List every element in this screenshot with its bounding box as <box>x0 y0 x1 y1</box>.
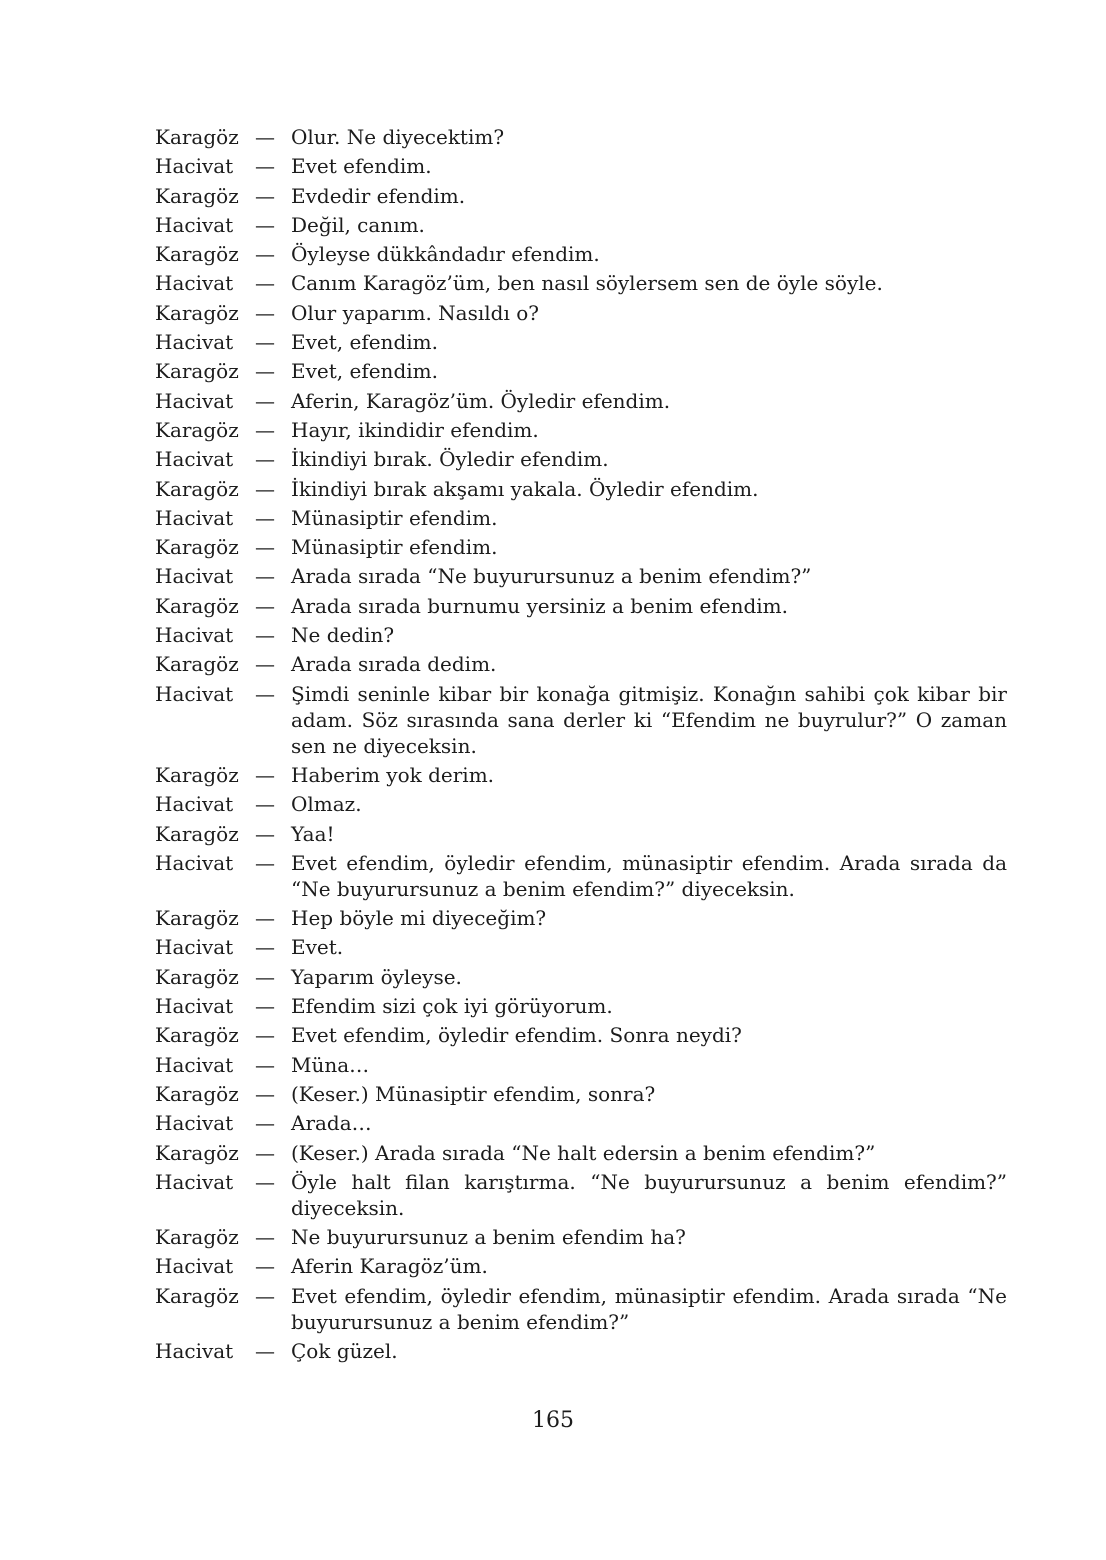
dialogue-dash: — <box>255 535 275 560</box>
dialogue-dash: — <box>255 1140 275 1165</box>
dialogue-list <box>155 124 1007 1367</box>
dialogue-line <box>155 563 1007 589</box>
dialogue-dash: — <box>255 1169 275 1194</box>
dialogue-line <box>155 358 1007 384</box>
dialogue-line <box>155 850 1007 902</box>
dialogue-dash: — <box>255 850 275 875</box>
speaker-name: Hacivat <box>155 1169 234 1194</box>
speaker-name: Hacivat <box>155 388 234 413</box>
dialogue-text: Öyleyse dükkândadır efendim. <box>291 242 600 267</box>
dialogue-line <box>155 241 1007 267</box>
dialogue-text: Olur yaparım. Nasıldı o? <box>291 300 539 325</box>
speaker-name: Hacivat <box>155 505 234 530</box>
dialogue-dash: — <box>255 300 275 325</box>
dialogue-text: Yaa! <box>291 821 335 846</box>
dialogue-text: Arada sırada burnumu yersiniz a benim efendim. <box>291 593 788 618</box>
speaker-name: Hacivat <box>155 271 234 296</box>
dialogue-line <box>155 300 1007 326</box>
speaker-name: Hacivat <box>155 1338 234 1363</box>
dialogue-dash: — <box>255 792 275 817</box>
dialogue-line <box>155 212 1007 238</box>
speaker-name: Hacivat <box>155 994 234 1019</box>
dialogue-line <box>155 1224 1007 1250</box>
speaker-name: Karagöz <box>155 1081 239 1106</box>
dialogue-dash: — <box>255 476 275 501</box>
dialogue-dash: — <box>255 906 275 931</box>
dialogue-text: Şimdi seninle kibar bir konağa gitmişiz. Konağın sahibi çok kibar bir adam. Söz sırasında sana derler ki “Efendim ne buyrulur?” O zaman sen ne diyeceksin. <box>291 681 1007 758</box>
dialogue-dash: — <box>255 212 275 237</box>
dialogue-line <box>155 417 1007 443</box>
dialogue-text: Arada sırada dedim. <box>291 652 497 677</box>
dialogue-text: Değil, canım. <box>291 212 425 237</box>
dialogue-line <box>155 183 1007 209</box>
speaker-name: Hacivat <box>155 935 234 960</box>
dialogue-text: Evet efendim. <box>291 154 432 179</box>
dialogue-text: Hep böyle mi diyeceğim? <box>291 906 547 931</box>
dialogue-dash: — <box>255 652 275 677</box>
dialogue-dash: — <box>255 623 275 648</box>
dialogue-dash: — <box>255 1225 275 1250</box>
dialogue-line <box>155 1283 1007 1335</box>
speaker-name: Hacivat <box>155 1111 234 1136</box>
speaker-name: Karagöz <box>155 417 239 442</box>
dialogue-text: İkindiyi bırak. Öyledir efendim. <box>291 447 609 472</box>
dialogue-line <box>155 622 1007 648</box>
dialogue-dash: — <box>255 505 275 530</box>
dialogue-line <box>155 964 1007 990</box>
dialogue-text: Hayır, ikindidir efendim. <box>291 417 539 442</box>
dialogue-dash: — <box>255 821 275 846</box>
dialogue-text: Olur. Ne diyecektim? <box>291 125 505 149</box>
speaker-name: Hacivat <box>155 1254 234 1279</box>
dialogue-text: Evet, efendim. <box>291 330 438 355</box>
dialogue-text: Evet, efendim. <box>291 359 438 384</box>
dialogue-line <box>155 762 1007 788</box>
speaker-name: Hacivat <box>155 1052 234 1077</box>
dialogue-dash: — <box>255 1338 275 1363</box>
dialogue-line <box>155 1081 1007 1107</box>
dialogue-dash: — <box>255 447 275 472</box>
speaker-name: Hacivat <box>155 850 234 875</box>
speaker-name: Hacivat <box>155 792 234 817</box>
speaker-name: Karagöz <box>155 964 239 989</box>
speaker-name: Karagöz <box>155 1225 239 1250</box>
dialogue-line <box>155 821 1007 847</box>
dialogue-text: Öyle halt filan karıştırma. “Ne buyurursunuz a benim efendim?” diyeceksin. <box>291 1169 1007 1220</box>
dialogue-text: Canım Karagöz’üm, ben nasıl söylersem sen de öyle söyle. <box>291 271 883 296</box>
dialogue-line <box>155 446 1007 472</box>
dialogue-dash: — <box>255 593 275 618</box>
dialogue-dash: — <box>255 242 275 267</box>
dialogue-text: Ne buyurursunuz a benim efendim ha? <box>291 1225 686 1250</box>
dialogue-line <box>155 651 1007 677</box>
speaker-name: Hacivat <box>155 681 234 706</box>
speaker-name: Hacivat <box>155 623 234 648</box>
dialogue-line <box>155 593 1007 619</box>
dialogue-text: Arada sırada “Ne buyurursunuz a benim efendim?” <box>291 564 812 589</box>
dialogue-dash: — <box>255 964 275 989</box>
dialogue-text: Müna… <box>291 1052 370 1077</box>
dialogue-dash: — <box>255 1081 275 1106</box>
speaker-name: Hacivat <box>155 330 234 355</box>
dialogue-text: Arada… <box>291 1111 372 1136</box>
dialogue-dash: — <box>255 359 275 384</box>
dialogue-text: Efendim sizi çok iyi görüyorum. <box>291 994 613 1019</box>
dialogue-text: Çok güzel. <box>291 1338 398 1363</box>
speaker-name: Hacivat <box>155 447 234 472</box>
dialogue-dash: — <box>255 1254 275 1279</box>
dialogue-text: (Keser.) Arada sırada “Ne halt edersin a benim efendim?” <box>291 1140 876 1165</box>
dialogue-dash: — <box>255 1052 275 1077</box>
dialogue-text: Aferin, Karagöz’üm. Öyledir efendim. <box>291 388 671 413</box>
dialogue-line <box>155 534 1007 560</box>
dialogue-text: Ne dedin? <box>291 623 395 648</box>
dialogue-text: Münasiptir efendim. <box>291 535 498 560</box>
speaker-name: Karagöz <box>155 476 239 501</box>
dialogue-line <box>155 476 1007 502</box>
dialogue-dash: — <box>255 994 275 1019</box>
speaker-name: Karagöz <box>155 300 239 325</box>
dialogue-text: Haberim yok derim. <box>291 762 495 787</box>
speaker-name: Karagöz <box>155 593 239 618</box>
dialogue-line <box>155 1052 1007 1078</box>
dialogue-dash: — <box>255 1023 275 1048</box>
dialogue-line <box>155 1338 1007 1364</box>
dialogue-dash: — <box>255 154 275 179</box>
dialogue-line <box>155 681 1007 759</box>
speaker-name: Karagöz <box>155 1283 239 1308</box>
speaker-name: Hacivat <box>155 564 234 589</box>
speaker-name: Karagöz <box>155 535 239 560</box>
dialogue-line <box>155 993 1007 1019</box>
speaker-name: Karagöz <box>155 125 239 149</box>
dialogue-line <box>155 905 1007 931</box>
speaker-name: Karagöz <box>155 1140 239 1165</box>
dialogue-line <box>155 791 1007 817</box>
dialogue-dash: — <box>255 1111 275 1136</box>
speaker-name: Karagöz <box>155 906 239 931</box>
dialogue-line <box>155 1169 1007 1221</box>
dialogue-dash: — <box>255 681 275 706</box>
dialogue-text: Aferin Karagöz’üm. <box>291 1254 488 1279</box>
speaker-name: Karagöz <box>155 1023 239 1048</box>
dialogue-text: Evet. <box>291 935 344 960</box>
dialogue-dash: — <box>255 183 275 208</box>
speaker-name: Karagöz <box>155 242 239 267</box>
dialogue-dash: — <box>255 271 275 296</box>
dialogue-dash: — <box>255 762 275 787</box>
dialogue-text: Evet efendim, öyledir efendim. Sonra neydi? <box>291 1023 742 1048</box>
speaker-name: Karagöz <box>155 821 239 846</box>
dialogue-line <box>155 124 1007 150</box>
dialogue-dash: — <box>255 330 275 355</box>
dialogue-text: Evet efendim, öyledir efendim, münasiptir efendim. Arada sırada “Ne buyurursunuz a benim efendim?” <box>291 1283 1007 1334</box>
dialogue-line <box>155 153 1007 179</box>
dialogue-line <box>155 505 1007 531</box>
dialogue-line <box>155 934 1007 960</box>
dialogue-dash: — <box>255 564 275 589</box>
dialogue-text: Münasiptir efendim. <box>291 505 498 530</box>
dialogue-line <box>155 329 1007 355</box>
dialogue-text: Yaparım öyleyse. <box>291 964 462 989</box>
dialogue-text: Olmaz. <box>291 792 362 817</box>
dialogue-dash: — <box>255 935 275 960</box>
speaker-name: Karagöz <box>155 359 239 384</box>
speaker-name: Karagöz <box>155 762 239 787</box>
dialogue-text: Evdedir efendim. <box>291 183 466 208</box>
dialogue-dash: — <box>255 1283 275 1308</box>
page-number: 165 <box>532 1408 574 1433</box>
dialogue-dash: — <box>255 388 275 413</box>
dialogue-line <box>155 270 1007 296</box>
speaker-name: Karagöz <box>155 183 239 208</box>
dialogue-text: İkindiyi bırak akşamı yakala. Öyledir efendim. <box>291 476 759 501</box>
dialogue-dash: — <box>255 417 275 442</box>
dialogue-text: Evet efendim, öyledir efendim, münasiptir efendim. Arada sırada da “Ne buyurursunuz a benim efendim?” diyeceksin. <box>291 850 1007 901</box>
dialogue-dash: — <box>255 125 275 149</box>
dialogue-line <box>155 388 1007 414</box>
dialogue-line <box>155 1022 1007 1048</box>
speaker-name: Hacivat <box>155 212 234 237</box>
dialogue-line <box>155 1140 1007 1166</box>
speaker-name: Karagöz <box>155 652 239 677</box>
dialogue-line <box>155 1110 1007 1136</box>
dialogue-text: (Keser.) Münasiptir efendim, sonra? <box>291 1081 656 1106</box>
dialogue-line <box>155 1253 1007 1279</box>
speaker-name: Hacivat <box>155 154 234 179</box>
